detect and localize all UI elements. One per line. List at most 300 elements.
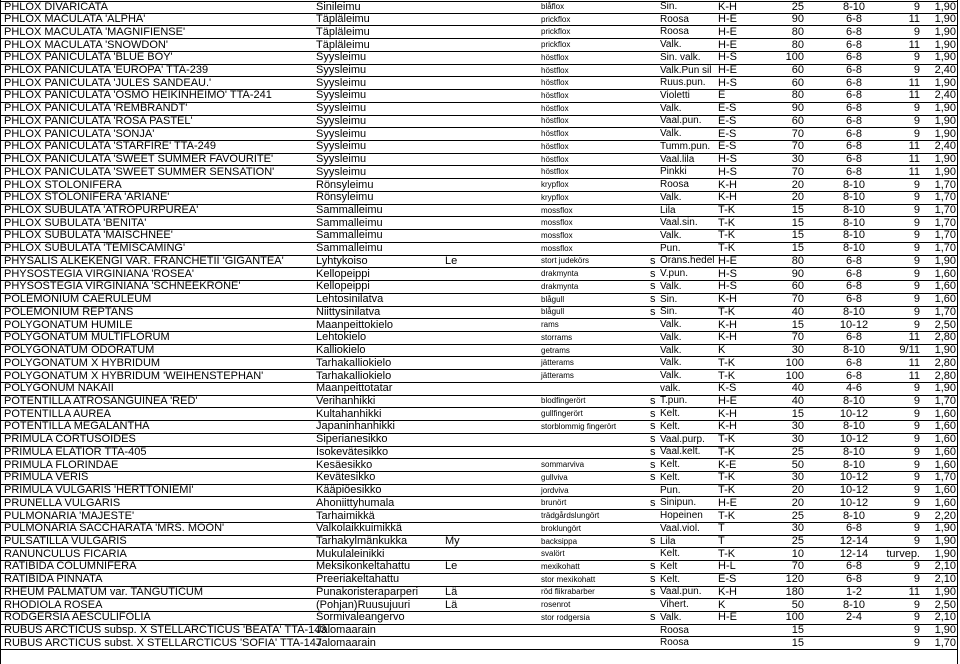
table-row [0, 523, 958, 536]
cell-price: 1,90 [934, 585, 956, 598]
cell-fin: Syysleimu [316, 153, 367, 166]
cell-swe: prickflox [541, 14, 571, 24]
table-row [0, 536, 958, 549]
table-row [0, 345, 958, 358]
cell-col: Lila [660, 204, 676, 216]
cell-zone: K-H [718, 178, 737, 191]
cell-fl: 6-8 [846, 165, 862, 178]
cell-swe: stor mexikohatt [541, 574, 596, 584]
cell-price: 2,40 [934, 140, 956, 153]
cell-swe: svalört [541, 549, 565, 559]
cell-fl: 6-8 [846, 64, 862, 76]
cell-name: RUBUS ARCTICUS subst. X STELLARCTICUS 'SOFIA' TTA-147 [4, 636, 322, 649]
cell-col: valk. [660, 382, 681, 394]
cell-price: 2,50 [934, 598, 956, 611]
cell-col: Kelt. [660, 408, 681, 420]
cell-fl [830, 638, 878, 650]
cell-swe: jätterams [541, 358, 574, 368]
cell-name: PHYSALIS ALKEKENGI VAR. FRANCHETII 'GIGANTEA' [4, 254, 284, 267]
cell-name: PHLOX STOLONIFERA 'ARIANE' [4, 191, 170, 204]
cell-name: PRIMULA ELATIOR TTA-405 [4, 445, 147, 458]
cell-h: 70 [791, 331, 804, 344]
cell-fl: 6-8 [846, 254, 862, 267]
cell-fl: 10-12 [839, 407, 869, 420]
cell-col: Valk. [660, 611, 682, 623]
cell-zone: K-H [718, 318, 737, 331]
table-row [0, 332, 958, 345]
cell-num: 9 [913, 471, 920, 484]
cell-name: PHLOX PANICULATA 'SWEET SUMMER FAVOURITE' [4, 153, 274, 166]
cell-fl: 6-8 [846, 293, 862, 306]
table-row [0, 77, 958, 90]
cell-name: PRIMULA CORTUSOIDES [4, 433, 136, 446]
cell-name: POLEMONIUM REPTANS [4, 305, 134, 318]
cell-num: 9 [913, 102, 920, 115]
cell-zone: H-S [718, 76, 737, 89]
cell-s: s [650, 535, 656, 548]
cell-fin: Täpläleimu [316, 38, 370, 51]
cell-col: Sin. [660, 293, 678, 305]
table-row [0, 307, 958, 320]
cell-col: Vaal.lila [660, 153, 695, 165]
table-row [0, 116, 958, 129]
cell-zone: E-S [718, 127, 737, 140]
cell-zone: H-E [718, 394, 737, 407]
cell-num: 11 [908, 13, 920, 26]
table-row [0, 217, 958, 230]
cell-fin: Syysleimu [316, 165, 367, 178]
cell-zone: K-H [718, 293, 737, 306]
cell-swe: krypflox [541, 192, 569, 202]
cell-name: PHLOX PANICULATA 'SONJA' [4, 127, 155, 140]
cell-fl: 8-10 [842, 458, 866, 471]
cell-col: Lila [660, 535, 676, 547]
cell-fin: Syysleimu [316, 102, 367, 115]
cell-zone: H-S [718, 280, 737, 293]
cell-fin: Ahoniittyhumala [316, 496, 395, 509]
table-row [0, 256, 958, 269]
cell-swe: getrams [541, 345, 570, 355]
cell-h: 80 [791, 38, 804, 51]
cell-fin: Tarhakalliokielo [316, 369, 392, 382]
cell-fl: 2-4 [846, 611, 862, 624]
cell-num: 9 [913, 522, 920, 535]
cell-price: 1,70 [934, 242, 956, 255]
cell-fl: 8-10 [842, 216, 866, 229]
cell-name: RODGERSIA AESCULIFOLIA [4, 611, 151, 624]
cell-name: POLYGONATUM X HYBRIDUM 'WEIHENSTEPHAN' [4, 369, 264, 382]
cell-name: POTENTILLA MEGALANTHA [4, 420, 150, 433]
cell-num: 9 [913, 382, 920, 395]
cell-h: 100 [785, 611, 804, 624]
cell-swe: mossflox [541, 230, 573, 240]
cell-col: Ruus.pun. [660, 77, 706, 89]
cell-h: 40 [791, 382, 804, 395]
cell-h: 60 [791, 114, 804, 127]
cell-price: 1,90 [934, 0, 956, 13]
cell-price: 1,70 [934, 191, 956, 204]
cell-col: Pinkki [660, 166, 687, 178]
table-row [0, 447, 958, 460]
table-row [0, 205, 958, 218]
cell-price: 1,60 [934, 280, 956, 293]
cell-zone: E-S [718, 573, 737, 586]
cell-num: 9/11 [899, 344, 920, 357]
cell-zone: T-K [718, 229, 736, 242]
cell-fl: 10-12 [839, 496, 869, 509]
cell-price: 1,70 [934, 636, 956, 649]
cell-h: 20 [791, 484, 804, 497]
table-row [0, 396, 958, 409]
cell-s: s [650, 573, 656, 586]
cell-fin: Syysleimu [316, 140, 367, 153]
cell-zone: T-K [718, 547, 736, 560]
cell-name: PRIMULA VERIS [4, 471, 89, 484]
cell-h: 120 [785, 573, 804, 586]
cell-h: 80 [791, 89, 804, 102]
cell-fl [830, 625, 878, 637]
cell-fl: 8-10 [842, 178, 866, 191]
cell-col: Orans.hedel [660, 255, 715, 267]
table-row [0, 625, 958, 638]
cell-fl: 8-10 [842, 509, 866, 522]
cell-h: 100 [785, 356, 804, 369]
cell-s: s [650, 496, 656, 509]
cell-swe: höstflox [541, 167, 569, 177]
cell-zone: T-K [718, 216, 736, 229]
cell-zone: E [718, 89, 726, 102]
cell-h: 15 [791, 216, 804, 229]
cell-fl: 6-8 [846, 114, 862, 127]
cell-num: 9 [913, 560, 920, 573]
cell-col: Roosa [660, 179, 689, 191]
cell-fl: 6-8 [846, 153, 862, 166]
table-row [0, 281, 958, 294]
cell-fl: 8-10 [842, 191, 866, 204]
cell-fin: Siperianesikko [316, 433, 388, 446]
cell-fin: Rönsyleimu [316, 191, 374, 204]
cell-col: Valk. [660, 331, 682, 343]
table-row [0, 39, 958, 52]
table-row [0, 485, 958, 498]
cell-col: Sinipun. [660, 497, 697, 509]
cell-col: Valk. [660, 344, 682, 356]
cell-col: T.pun. [660, 395, 688, 407]
cell-num: 9 [913, 611, 920, 624]
cell-price: 1,60 [934, 433, 956, 446]
cell-price: 1,90 [934, 76, 956, 89]
cell-swe: jätterams [541, 371, 574, 381]
cell-fl: 10-12 [839, 484, 869, 497]
cell-price: 2,80 [934, 369, 956, 382]
cell-fl: 8-10 [842, 204, 866, 217]
cell-swe: brunört [541, 498, 567, 508]
cell-fin: Preeriakeltahattu [316, 573, 400, 586]
cell-fl: 6-8 [846, 25, 862, 38]
cell-num: 11 [908, 356, 920, 369]
cell-fl: 6-8 [846, 38, 862, 51]
table-row [0, 510, 958, 523]
cell-zone: H-S [718, 153, 737, 166]
cell-price: 2,10 [934, 560, 956, 573]
cell-price: 2,80 [934, 356, 956, 369]
cell-zone: T-K [718, 433, 736, 446]
cell-fl: 10-12 [839, 471, 869, 484]
cell-s: s [650, 407, 656, 420]
cell-fin: Tarhakylmänkukka [316, 535, 408, 548]
cell-name: POTENTILLA AUREA [4, 407, 111, 420]
cell-price: 1,70 [934, 216, 956, 229]
cell-name: POTENTILLA ATROSANGUINEA 'RED' [4, 394, 198, 407]
cell-zone: T-K [718, 204, 736, 217]
cell-col: Roosa [660, 624, 689, 636]
cell-price: 1,90 [934, 38, 956, 51]
cell-h: 70 [791, 165, 804, 178]
cell-num: 9 [913, 242, 920, 255]
cell-col: Sin. [660, 1, 678, 13]
cell-fin: Mukulaleinikki [316, 547, 385, 560]
cell-swe: höstflox [541, 129, 569, 139]
cell-price: 1,90 [934, 153, 956, 166]
table-row [0, 294, 958, 307]
cell-h: 20 [791, 191, 804, 204]
cell-num: 9 [913, 114, 920, 127]
cell-num: 11 [908, 89, 920, 102]
cell-s: s [650, 560, 656, 573]
cell-num: 9 [913, 229, 920, 242]
cell-name: PULMONARIA 'MAJESTE' [4, 509, 135, 522]
cell-num: 9 [913, 216, 920, 229]
cell-name: PHLOX MACULATA 'SNOWDON' [4, 38, 168, 51]
cell-zone: K-H [718, 585, 737, 598]
cell-name: RHODIOLA ROSEA [4, 598, 103, 611]
cell-fin: Niittysinilatva [316, 305, 381, 318]
cell-h: 80 [791, 254, 804, 267]
cell-zone: K-S [718, 382, 737, 395]
cell-h: 90 [791, 102, 804, 115]
table-row [0, 1, 958, 14]
cell-num: 9 [913, 573, 920, 586]
cell-h: 50 [791, 458, 804, 471]
cell-col: Vaal.viol. [660, 522, 700, 534]
table-row [0, 14, 958, 27]
table-row [0, 52, 958, 65]
cell-name: PHLOX SUBULATA 'TEMISCAMING' [4, 242, 186, 255]
cell-price: 1,70 [934, 305, 956, 318]
cell-col: Vaal.pun. [660, 115, 702, 127]
cell-h: 30 [791, 522, 804, 535]
table-row [0, 103, 958, 116]
cell-zone: T-K [718, 305, 736, 318]
cell-price: 2,10 [934, 611, 956, 624]
cell-zone: H-E [718, 13, 737, 26]
cell-fin: Jalomaarain [316, 636, 376, 649]
cell-swe: höstflox [541, 65, 569, 75]
table-row [0, 65, 958, 78]
cell-fl: 4-6 [846, 382, 862, 395]
cell-name: PHLOX MACULATA 'MAGNIFIENSE' [4, 25, 186, 38]
cell-h: 90 [791, 13, 804, 26]
cell-col: Vihert. [660, 599, 689, 611]
table-row [0, 192, 958, 205]
cell-price: 2,20 [934, 509, 956, 522]
cell-col: Valk. [660, 280, 682, 292]
table-row [0, 370, 958, 383]
cell-h: 30 [791, 471, 804, 484]
cell-swe: drakmynta [541, 269, 579, 279]
cell-zone: K [718, 598, 726, 611]
cell-swe: mossflox [541, 243, 573, 253]
cell-zone: K-H [718, 331, 737, 344]
cell-fl: 8-10 [842, 394, 866, 407]
cell-fl: 6-8 [846, 369, 862, 382]
cell-name: PRUNELLA VULGARIS [4, 496, 121, 509]
cell-name: POLYGONATUM ODORATUM [4, 344, 155, 357]
cell-h: 15 [791, 229, 804, 242]
cell-zone: K-H [718, 420, 737, 433]
cell-fin: Lehtosinilatva [316, 293, 384, 306]
cell-fl: 12-14 [839, 535, 869, 548]
cell-h: 90 [791, 267, 804, 280]
cell-swe: höstflox [541, 103, 569, 113]
cell-s: s [650, 305, 656, 318]
cell-zone: H-E [718, 25, 737, 38]
cell-zone: H-E [718, 254, 737, 267]
cell-col: Valk. [660, 319, 682, 331]
cell-swe: blågull [541, 307, 565, 317]
cell-num: 9 [913, 420, 920, 433]
cell-zone: E-S [718, 114, 737, 127]
cell-h: 80 [791, 25, 804, 38]
cell-h: 70 [791, 293, 804, 306]
cell-name: POLYGONATUM MULTIFLORUM [4, 331, 170, 344]
cell-swe: höstflox [541, 154, 569, 164]
cell-name: PHLOX SUBULATA 'MAISCHNEE' [4, 229, 173, 242]
cell-num: 9 [913, 204, 920, 217]
cell-col: Valk. [660, 102, 682, 114]
cell-price: 1,90 [934, 382, 956, 395]
cell-name: PHLOX SUBULATA 'ATROPURPUREA' [4, 204, 199, 217]
cell-zone: T-K [718, 369, 736, 382]
cell-h: 15 [791, 204, 804, 217]
cell-num: 9 [913, 445, 920, 458]
cell-mark: Lä [445, 585, 458, 598]
cell-s: s [650, 394, 656, 407]
cell-h: 60 [791, 64, 804, 76]
cell-fin: Kevätesikko [316, 471, 376, 484]
cell-price: 1,60 [934, 407, 956, 420]
cell-num: 9 [913, 305, 920, 318]
cell-h: 70 [791, 560, 804, 573]
table-row [0, 141, 958, 154]
cell-swe: höstflox [541, 52, 569, 62]
cell-fl: 6-8 [846, 560, 862, 573]
cell-fin: Syysleimu [316, 114, 367, 127]
cell-col: Vaal.sin. [660, 217, 698, 229]
cell-col: Roosa [660, 637, 689, 649]
cell-fl: 6-8 [846, 522, 862, 535]
cell-fl: 6-8 [846, 331, 862, 344]
cell-price: 1,90 [934, 114, 956, 127]
cell-swe: prickflox [541, 40, 571, 50]
cell-fl: 6-8 [846, 573, 862, 586]
cell-h: 25 [791, 445, 804, 458]
cell-fin: Syysleimu [316, 127, 367, 140]
cell-name: PHLOX PANICULATA 'STARFIRE' TTA-249 [4, 140, 217, 153]
cell-price: 1,90 [934, 51, 956, 64]
cell-price: 2,40 [934, 89, 956, 102]
cell-num: 11 [908, 331, 920, 344]
cell-s: s [650, 458, 656, 471]
cell-col: Tumm.pun. [660, 140, 711, 152]
cell-fin: Kultahanhikki [316, 407, 382, 420]
cell-mark: Le [445, 560, 458, 573]
cell-num: 9 [913, 318, 920, 331]
cell-fl: 8-10 [842, 598, 866, 611]
cell-price: 1,90 [934, 535, 956, 548]
cell-name: PHLOX PANICULATA 'ROSA PASTEL' [4, 114, 193, 127]
cell-h: 25 [791, 509, 804, 522]
cell-fin: Lyhtykoiso [316, 254, 368, 267]
cell-swe: höstflox [541, 116, 569, 126]
cell-price: 1,90 [934, 522, 956, 535]
cell-price: 1,60 [934, 496, 956, 509]
cell-num: 9 [913, 280, 920, 293]
cell-num: 9 [913, 535, 920, 548]
cell-num: 9 [913, 293, 920, 306]
cell-price: 1,90 [934, 547, 956, 560]
cell-num: 9 [913, 127, 920, 140]
cell-num: 9 [913, 598, 920, 611]
cell-col: Valk. [660, 229, 682, 241]
cell-fl: 6-8 [846, 102, 862, 115]
cell-name: RATIBIDA COLUMNIFERA [4, 560, 137, 573]
cell-fin: Kesäesikko [316, 458, 373, 471]
cell-fl: 8-10 [842, 229, 866, 242]
table-row [0, 561, 958, 574]
table-row [0, 472, 958, 485]
cell-price: 1,90 [934, 13, 956, 26]
cell-fin: Meksikonkeltahattu [316, 560, 411, 573]
cell-fl: 6-8 [846, 51, 862, 64]
cell-h: 10 [791, 547, 804, 560]
cell-fin: Isokevätesikko [316, 445, 389, 458]
cell-fl: 10-12 [839, 318, 869, 331]
cell-name: PHLOX STOLONIFERA [4, 178, 122, 191]
cell-fin: Sormivaleangervo [316, 611, 405, 624]
cell-fl: 8-10 [842, 305, 866, 318]
cell-h: 20 [791, 496, 804, 509]
cell-num: 9 [913, 254, 920, 267]
cell-swe: broklungört [541, 523, 582, 533]
cell-h: 15 [791, 242, 804, 255]
cell-h: 25 [791, 535, 804, 548]
table-row [0, 357, 958, 370]
cell-price: 1,60 [934, 293, 956, 306]
cell-fin: Sammalleimu [316, 204, 383, 217]
cell-col: Kelt. [660, 573, 681, 585]
cell-h: 100 [785, 369, 804, 382]
cell-h: 40 [791, 394, 804, 407]
cell-fl: 6-8 [846, 89, 862, 102]
cell-fl: 1-2 [846, 585, 862, 598]
cell-zone: T-K [718, 509, 736, 522]
cell-price: 1,90 [934, 25, 956, 38]
cell-fin: Sinileimu [316, 0, 361, 13]
cell-fl: 6-8 [846, 76, 862, 89]
cell-name: PHLOX PANICULATA 'JULES SANDEAU.' [4, 76, 212, 89]
cell-h: 15 [791, 318, 804, 331]
